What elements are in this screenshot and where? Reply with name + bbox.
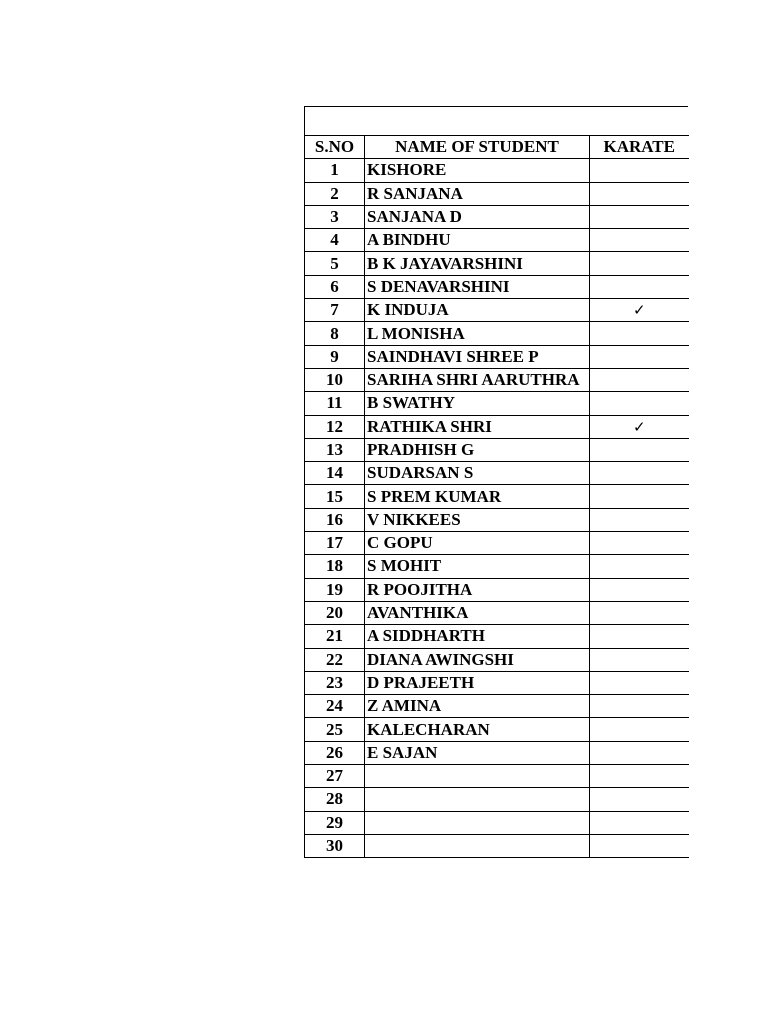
cell-sno: 16 bbox=[305, 508, 365, 531]
cell-karate bbox=[590, 601, 689, 624]
cell-karate bbox=[590, 532, 689, 555]
cell-karate bbox=[590, 275, 689, 298]
cell-karate bbox=[590, 438, 689, 461]
cell-sno: 12 bbox=[305, 415, 365, 438]
cell-sno: 30 bbox=[305, 834, 365, 857]
cell-student-name: SARIHA SHRI AARUTHRA bbox=[365, 368, 590, 391]
cell-student-name: S DENAVARSHINI bbox=[365, 275, 590, 298]
cell-sno: 2 bbox=[305, 182, 365, 205]
cell-student-name bbox=[365, 811, 590, 834]
header-sno: S.NO bbox=[305, 136, 365, 159]
cell-sno: 17 bbox=[305, 532, 365, 555]
cell-student-name: A BINDHU bbox=[365, 229, 590, 252]
cell-sno: 14 bbox=[305, 462, 365, 485]
cell-student-name: SAINDHAVI SHREE P bbox=[365, 345, 590, 368]
cell-student-name: K INDUJA bbox=[365, 299, 590, 322]
table-row bbox=[305, 741, 689, 764]
cell-student-name: Z AMINA bbox=[365, 695, 590, 718]
cell-karate bbox=[590, 462, 689, 485]
cell-karate bbox=[590, 765, 689, 788]
table-row bbox=[305, 578, 689, 601]
cell-karate bbox=[590, 718, 689, 741]
cell-sno: 13 bbox=[305, 438, 365, 461]
table-row bbox=[305, 788, 689, 811]
cell-karate bbox=[590, 648, 689, 671]
cell-student-name: RATHIKA SHRI bbox=[365, 415, 590, 438]
table-row bbox=[305, 695, 689, 718]
table-row bbox=[305, 555, 689, 578]
checkmark-icon: ✓ bbox=[590, 415, 689, 438]
header-karate: KARATE bbox=[590, 136, 689, 159]
cell-sno: 11 bbox=[305, 392, 365, 415]
cell-student-name: AVANTHIKA bbox=[365, 601, 590, 624]
cell-student-name bbox=[365, 834, 590, 857]
cell-student-name: PRADHISH G bbox=[365, 438, 590, 461]
cell-student-name: V NIKKEES bbox=[365, 508, 590, 531]
student-table bbox=[304, 135, 689, 858]
student-sheet bbox=[304, 106, 689, 858]
cell-student-name: R POOJITHA bbox=[365, 578, 590, 601]
checkmark-icon: ✓ bbox=[590, 299, 689, 322]
cell-student-name: KISHORE bbox=[365, 159, 590, 182]
cell-karate bbox=[590, 671, 689, 694]
table-row bbox=[305, 229, 689, 252]
cell-karate bbox=[590, 345, 689, 368]
cell-karate bbox=[590, 578, 689, 601]
cell-karate bbox=[590, 834, 689, 857]
cell-student-name: C GOPU bbox=[365, 532, 590, 555]
cell-student-name bbox=[365, 765, 590, 788]
cell-karate bbox=[590, 811, 689, 834]
cell-sno: 8 bbox=[305, 322, 365, 345]
cell-student-name: L MONISHA bbox=[365, 322, 590, 345]
cell-student-name: SUDARSAN S bbox=[365, 462, 590, 485]
cell-sno: 24 bbox=[305, 695, 365, 718]
cell-sno: 7 bbox=[305, 299, 365, 322]
cell-sno: 15 bbox=[305, 485, 365, 508]
cell-sno: 10 bbox=[305, 368, 365, 391]
sheet-title-row bbox=[304, 106, 688, 135]
cell-sno: 29 bbox=[305, 811, 365, 834]
cell-sno: 6 bbox=[305, 275, 365, 298]
table-row bbox=[305, 438, 689, 461]
cell-student-name: DIANA AWINGSHI bbox=[365, 648, 590, 671]
table-row bbox=[305, 415, 689, 438]
table-header-row bbox=[305, 136, 689, 159]
table-row bbox=[305, 392, 689, 415]
cell-student-name: S PREM KUMAR bbox=[365, 485, 590, 508]
table-row bbox=[305, 811, 689, 834]
cell-karate bbox=[590, 229, 689, 252]
cell-karate bbox=[590, 695, 689, 718]
table-row bbox=[305, 205, 689, 228]
cell-sno: 4 bbox=[305, 229, 365, 252]
cell-student-name: KALECHARAN bbox=[365, 718, 590, 741]
cell-student-name: B K JAYAVARSHINI bbox=[365, 252, 590, 275]
table-row bbox=[305, 648, 689, 671]
table-row bbox=[305, 252, 689, 275]
cell-karate bbox=[590, 788, 689, 811]
table-row bbox=[305, 508, 689, 531]
cell-sno: 22 bbox=[305, 648, 365, 671]
cell-karate bbox=[590, 392, 689, 415]
cell-sno: 5 bbox=[305, 252, 365, 275]
cell-student-name: B SWATHY bbox=[365, 392, 590, 415]
cell-student-name: SANJANA D bbox=[365, 205, 590, 228]
cell-sno: 21 bbox=[305, 625, 365, 648]
cell-karate bbox=[590, 625, 689, 648]
cell-karate bbox=[590, 368, 689, 391]
cell-student-name: S MOHIT bbox=[365, 555, 590, 578]
table-row bbox=[305, 485, 689, 508]
cell-karate bbox=[590, 508, 689, 531]
table-row bbox=[305, 322, 689, 345]
cell-sno: 27 bbox=[305, 765, 365, 788]
table-row bbox=[305, 765, 689, 788]
header-name: NAME OF STUDENT bbox=[365, 136, 590, 159]
cell-sno: 18 bbox=[305, 555, 365, 578]
cell-student-name: A SIDDHARTH bbox=[365, 625, 590, 648]
table-row bbox=[305, 299, 689, 322]
table-row bbox=[305, 345, 689, 368]
cell-sno: 26 bbox=[305, 741, 365, 764]
cell-sno: 23 bbox=[305, 671, 365, 694]
table-row bbox=[305, 671, 689, 694]
cell-student-name: R SANJANA bbox=[365, 182, 590, 205]
cell-student-name bbox=[365, 788, 590, 811]
cell-karate bbox=[590, 485, 689, 508]
cell-sno: 20 bbox=[305, 601, 365, 624]
cell-sno: 9 bbox=[305, 345, 365, 368]
table-row bbox=[305, 625, 689, 648]
cell-karate bbox=[590, 159, 689, 182]
table-row bbox=[305, 601, 689, 624]
cell-sno: 1 bbox=[305, 159, 365, 182]
table-row bbox=[305, 182, 689, 205]
cell-student-name: D PRAJEETH bbox=[365, 671, 590, 694]
table-row bbox=[305, 159, 689, 182]
table-body bbox=[305, 159, 689, 858]
cell-sno: 3 bbox=[305, 205, 365, 228]
cell-sno: 25 bbox=[305, 718, 365, 741]
table-row bbox=[305, 718, 689, 741]
cell-karate bbox=[590, 252, 689, 275]
cell-karate bbox=[590, 205, 689, 228]
cell-karate bbox=[590, 182, 689, 205]
table-row bbox=[305, 462, 689, 485]
cell-karate bbox=[590, 322, 689, 345]
cell-sno: 28 bbox=[305, 788, 365, 811]
cell-sno: 19 bbox=[305, 578, 365, 601]
cell-student-name: E SAJAN bbox=[365, 741, 590, 764]
table-row bbox=[305, 834, 689, 857]
table-row bbox=[305, 275, 689, 298]
table-row bbox=[305, 368, 689, 391]
cell-karate bbox=[590, 741, 689, 764]
cell-karate bbox=[590, 555, 689, 578]
table-row bbox=[305, 532, 689, 555]
